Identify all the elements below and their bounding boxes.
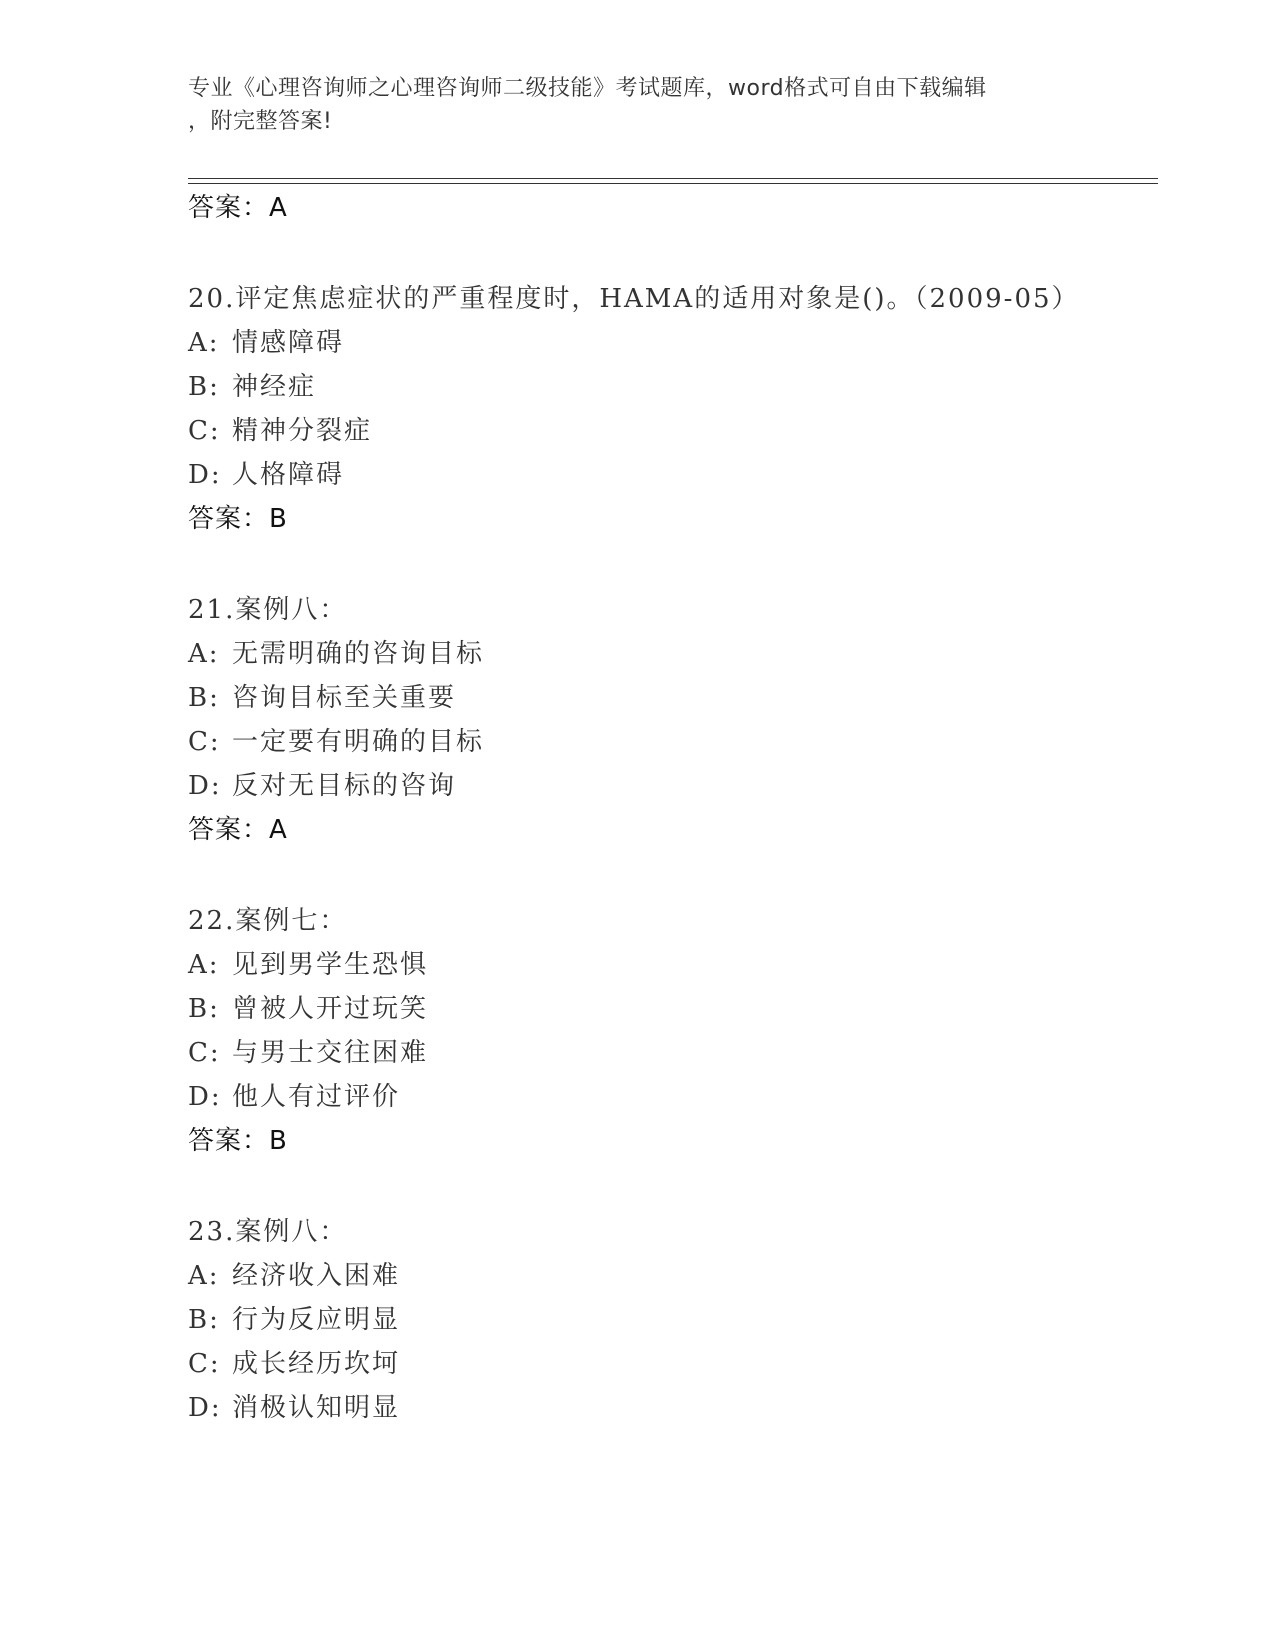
header-line-1: 专业《心理咨询师之心理咨询师二级技能》考试题库，word格式可自由下载编辑 — [188, 76, 987, 101]
answer-previous: 答案：A — [188, 193, 288, 223]
question-23: 23.案例八： — [188, 1217, 348, 1247]
option-text: 消极认知明显 — [232, 1393, 401, 1423]
option-text: 曾被人开过玩笑 — [232, 994, 429, 1024]
option-letter: D: — [188, 1082, 222, 1112]
question-23-option-d — [188, 1390, 400, 1426]
option-text: 神经症 — [232, 372, 317, 402]
option-letter: C: — [188, 727, 221, 757]
option-text: 成长经历坎坷 — [232, 1349, 401, 1379]
question-21-option-c — [188, 724, 484, 760]
option-text: 情感障碍 — [232, 328, 345, 358]
question-22: 22.案例七： — [188, 906, 348, 936]
question-22-option-b — [188, 991, 428, 1027]
option-text: 行为反应明显 — [232, 1305, 401, 1335]
option-letter: D: — [188, 460, 222, 490]
option-text: 无需明确的咨询目标 — [232, 639, 485, 669]
option-letter: A: — [188, 328, 220, 358]
option-letter: A: — [188, 639, 220, 669]
question-23-option-c — [188, 1346, 400, 1382]
question-20-answer: 答案：B — [188, 504, 288, 534]
option-letter: B: — [188, 1305, 220, 1335]
option-letter: A: — [188, 950, 220, 980]
question-20-option-c — [188, 413, 372, 449]
option-text: 人格障碍 — [232, 460, 345, 490]
question-20: 20.评定焦虑症状的严重程度时，HAMA的适用对象是()。（2009-05） — [188, 284, 1080, 314]
question-22-option-c — [188, 1035, 428, 1071]
option-letter: D: — [188, 771, 222, 801]
option-letter: B: — [188, 372, 220, 402]
document-header — [188, 72, 1068, 138]
option-text: 与男士交往困难 — [232, 1038, 429, 1068]
question-20-option-a — [188, 325, 344, 361]
question-22-answer: 答案：B — [188, 1126, 288, 1156]
question-20-option-b — [188, 369, 316, 405]
option-letter: B: — [188, 994, 220, 1024]
option-text: 反对无目标的咨询 — [232, 771, 457, 801]
question-21-option-d — [188, 768, 456, 804]
question-21-answer: 答案：A — [188, 815, 288, 845]
option-text: 一定要有明确的目标 — [232, 727, 485, 757]
question-23-option-b — [188, 1302, 400, 1338]
question-21-option-b — [188, 680, 456, 716]
question-23-option-a — [188, 1258, 400, 1294]
question-21: 21.案例八： — [188, 595, 348, 625]
question-22-option-d — [188, 1079, 400, 1115]
question-22-option-a — [188, 947, 428, 983]
option-text: 经济收入困难 — [232, 1261, 401, 1291]
header-divider-top — [188, 178, 1158, 179]
header-line-2: ，附完整答案! — [188, 109, 333, 134]
option-letter: C: — [188, 416, 221, 446]
option-text: 见到男学生恐惧 — [232, 950, 429, 980]
option-letter: C: — [188, 1349, 221, 1379]
option-letter: D: — [188, 1393, 222, 1423]
option-text: 他人有过评价 — [232, 1082, 401, 1112]
option-letter: C: — [188, 1038, 221, 1068]
header-divider-bottom — [188, 183, 1158, 184]
option-letter: A: — [188, 1261, 220, 1291]
option-letter: B: — [188, 683, 220, 713]
question-21-option-a — [188, 636, 484, 672]
question-20-option-d — [188, 457, 344, 493]
option-text: 精神分裂症 — [232, 416, 373, 446]
option-text: 咨询目标至关重要 — [232, 683, 457, 713]
